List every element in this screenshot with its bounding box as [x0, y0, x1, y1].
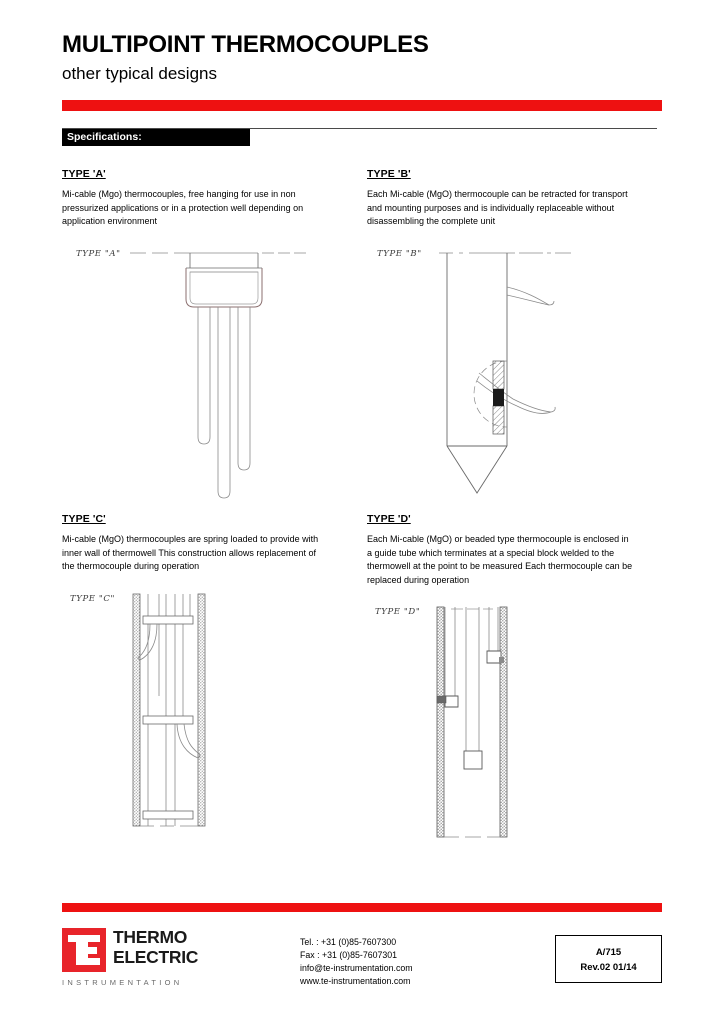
specifications-label: Specifications:	[62, 129, 250, 146]
page-subtitle: other typical designs	[62, 64, 217, 84]
type-a-drawing	[62, 241, 362, 501]
contact-email[interactable]: info@te-instrumentation.com	[300, 963, 413, 973]
document-code: A/715	[595, 947, 622, 958]
type-a-drawing-label: TYPE "A"	[76, 248, 121, 259]
design-section-type-c	[62, 513, 362, 846]
type-d-description: Each Mi-cable (MgO) or beaded type thermocouple is enclosed in a guide tube which terminates at a special block welded to the thermowell at the point to be measured Each thermocouple can be replaced during operation	[367, 534, 633, 585]
type-c-drawing-label: TYPE "C"	[70, 593, 116, 604]
spring-plate-lower	[143, 811, 193, 819]
spring-plate-middle	[143, 716, 193, 724]
type-c-drawing	[62, 586, 362, 846]
footer-accent-bar	[62, 903, 662, 912]
logo-subtitle: INSTRUMENTATION	[62, 978, 183, 987]
contact-fax: Fax : +31 (0)85-7607301	[300, 950, 398, 960]
design-section-type-a	[62, 168, 362, 501]
design-section-type-b	[367, 168, 667, 501]
logo-word-thermo: THERMO	[113, 927, 188, 947]
type-b-drawing	[367, 241, 667, 501]
type-d-diagram-svg	[367, 599, 667, 859]
company-logo	[62, 928, 242, 987]
te-monogram-icon	[62, 928, 106, 972]
document-reference-box	[555, 935, 662, 983]
contact-details	[300, 936, 413, 988]
type-a-description: Mi-cable (Mgo) thermocouples, free hanging for use in non pressurized applications or in a protection well depending on application environment	[62, 189, 304, 226]
logo-word-electric: ELECTRIC	[113, 946, 199, 967]
document-footer	[0, 920, 724, 1010]
type-c-heading: TYPE 'C'	[62, 513, 106, 525]
type-b-description: Each Mi-cable (MgO) thermocouple can be retracted for transport and mounting purposes and is individually replaceable without disassembling the complete unit	[367, 189, 628, 226]
thermowell-wall-left	[133, 594, 140, 826]
thermowell-wall-right	[198, 594, 205, 826]
type-a-diagram-svg	[62, 241, 362, 501]
document-revision: Rev.02 01/14	[580, 962, 637, 973]
type-d-heading: TYPE 'D'	[367, 513, 411, 525]
guide-block-right	[487, 651, 501, 663]
header-accent-bar	[62, 100, 662, 111]
page-title: MULTIPOINT THERMOCOUPLES	[62, 31, 429, 58]
type-b-diagram-svg	[367, 241, 667, 501]
type-c-description: Mi-cable (MgO) thermocouples are spring loaded to provide with inner wall of thermowell This construction allows replacement of the thermocouple during operation	[62, 534, 319, 571]
document-header	[62, 32, 662, 85]
contact-tel: Tel. : +31 (0)85-7607300	[300, 937, 397, 947]
type-d-drawing-label: TYPE "D"	[375, 607, 421, 617]
type-d-drawing	[367, 599, 667, 859]
type-c-diagram-svg	[62, 586, 362, 846]
type-a-heading: TYPE 'A'	[62, 168, 106, 180]
guide-block-centre	[464, 751, 482, 769]
type-b-heading: TYPE 'B'	[367, 168, 411, 180]
thermowell-wall-right	[500, 607, 507, 837]
type-b-drawing-label: TYPE "B"	[377, 248, 422, 259]
contact-website[interactable]: www.te-instrumentation.com	[300, 976, 411, 986]
design-section-type-d	[367, 513, 667, 859]
thermowell-wall-left	[437, 607, 444, 837]
spring-plate-upper	[143, 616, 193, 624]
